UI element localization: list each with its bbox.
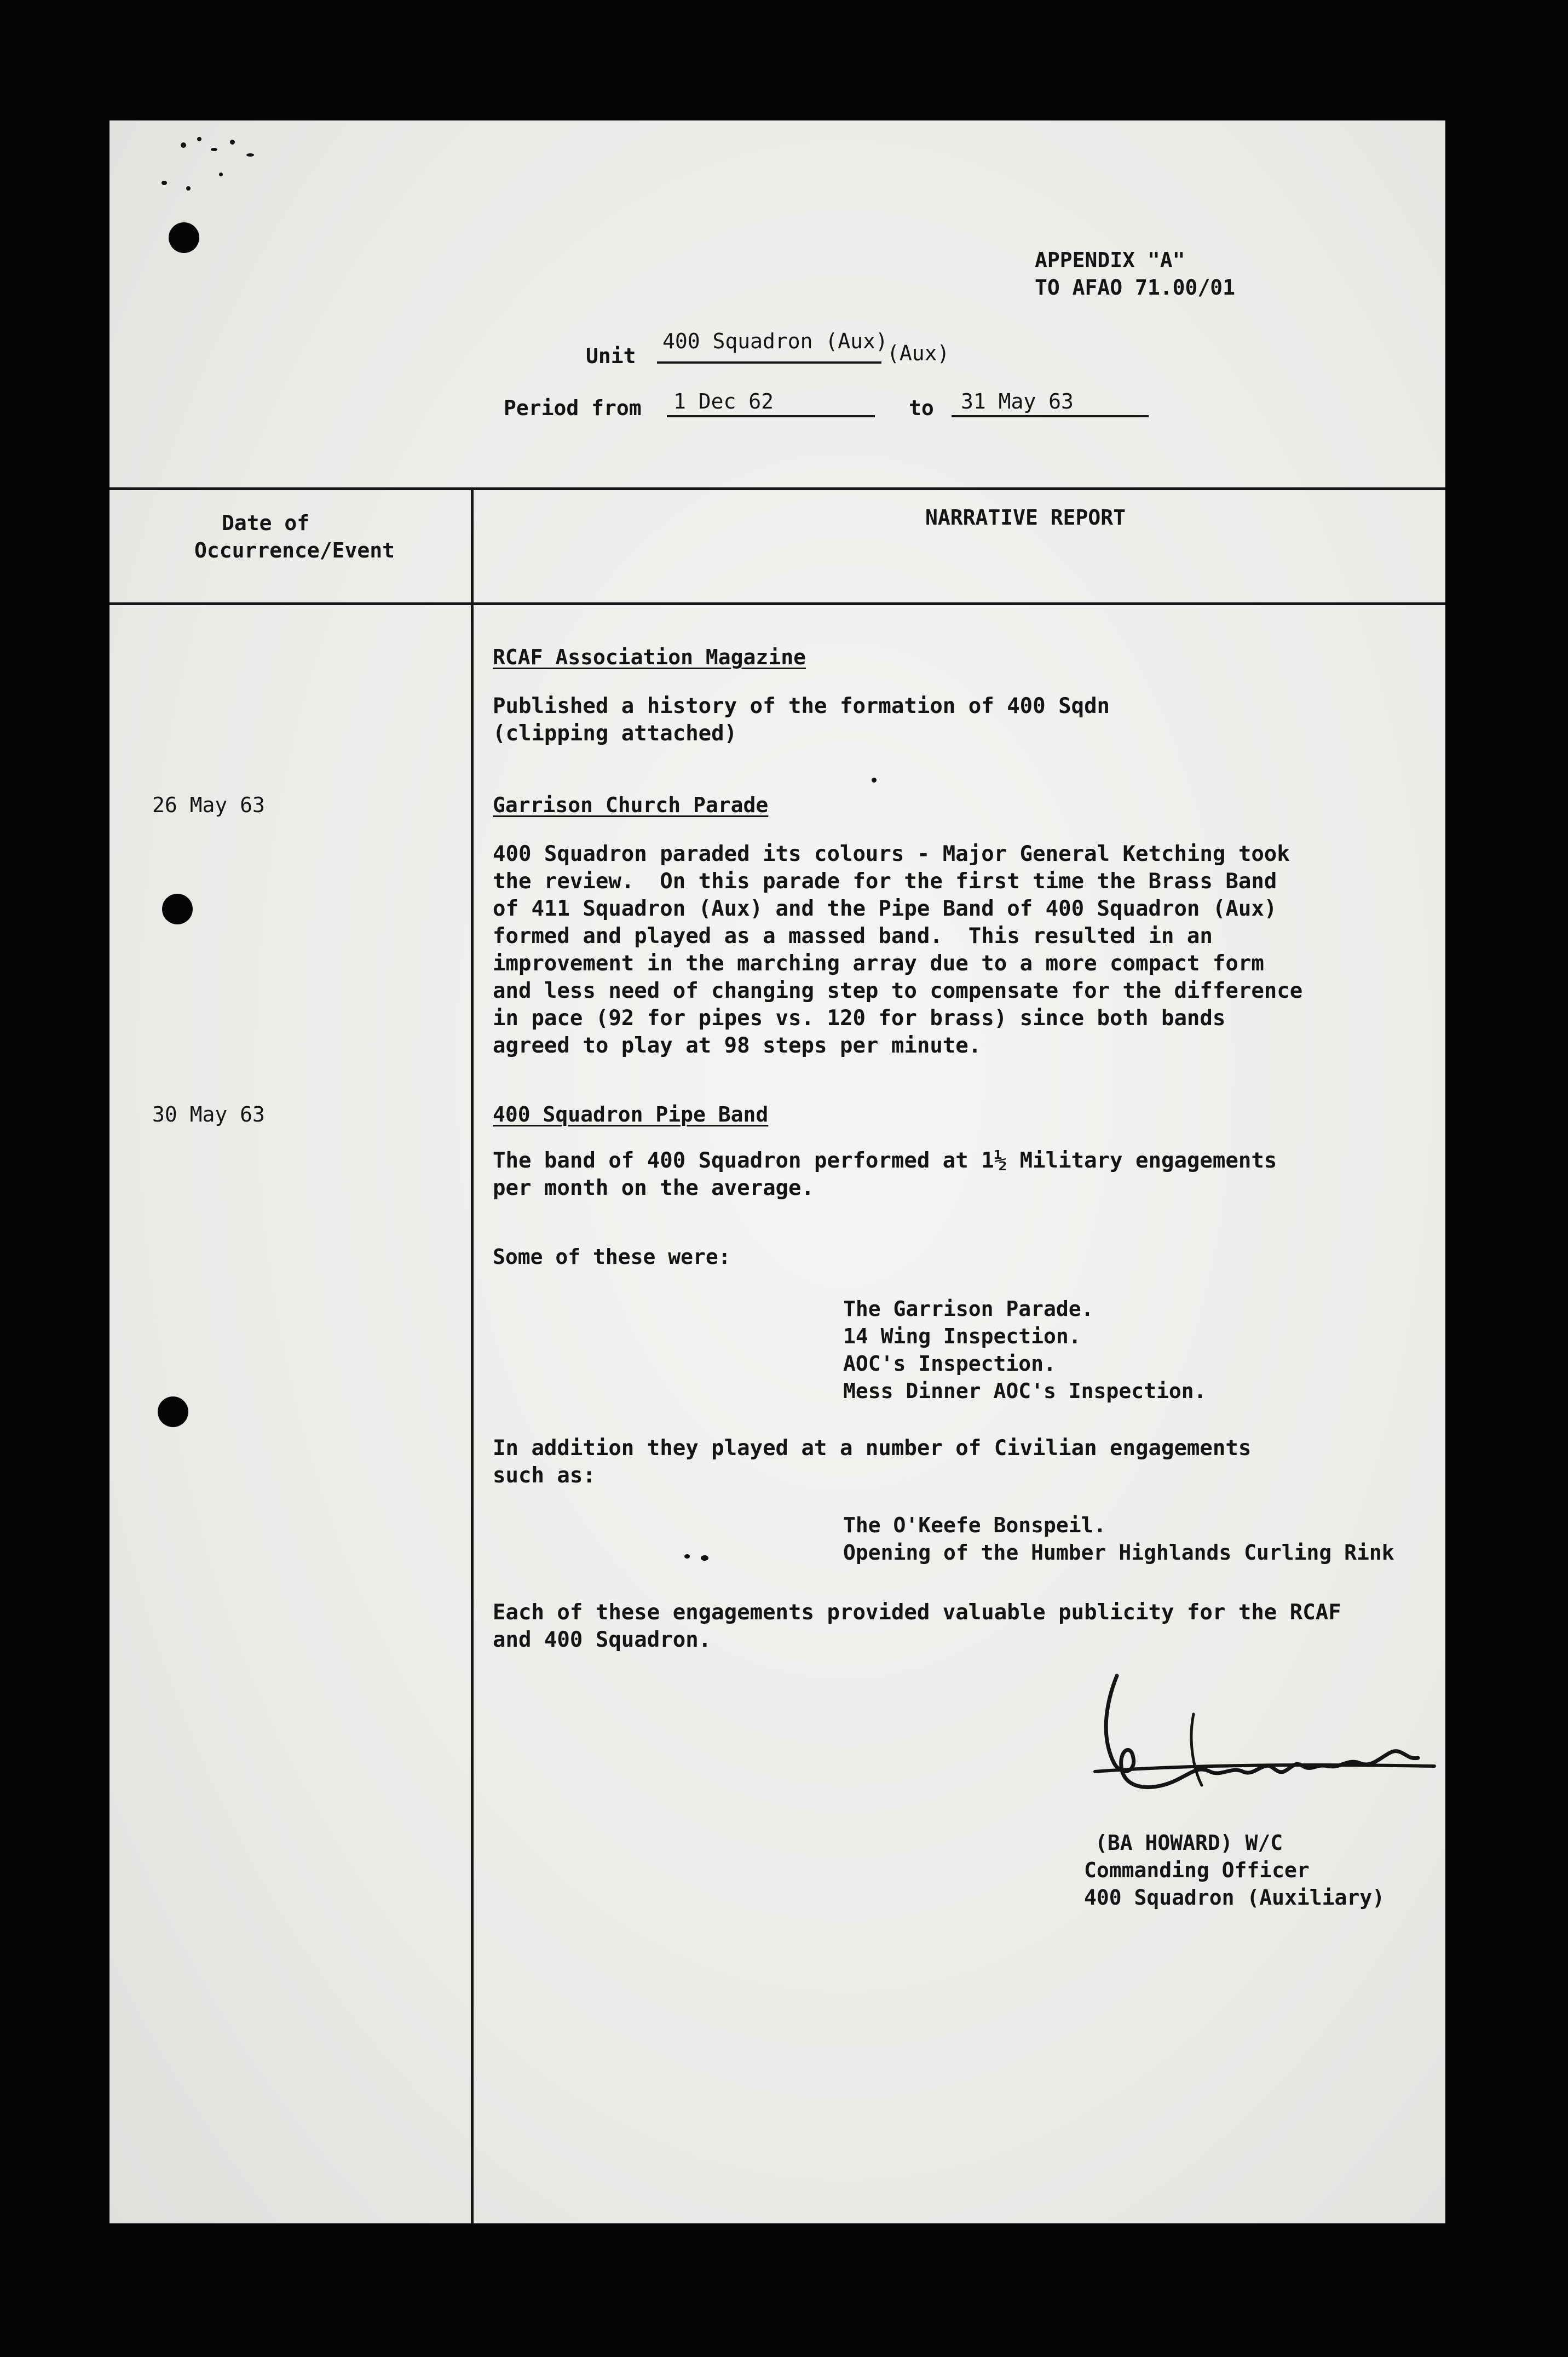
table-column-divider (471, 487, 474, 2223)
list-item: The Garrison Parade. (843, 1297, 1094, 1321)
civilian-intro: In addition they played at a number of Civilian engagements such as: (493, 1436, 1252, 1488)
date-column-header-line2: Occurrence/Event (194, 538, 395, 562)
speck (181, 142, 186, 148)
entry-date: 26 May 63 (152, 793, 265, 817)
signatory-name: (BA HOWARD) W/C (1095, 1831, 1283, 1855)
afao-reference: TO AFAO 71.00/01 (1035, 275, 1236, 300)
punch-hole-bottom (158, 1396, 188, 1427)
period-to-label: to (909, 396, 934, 420)
speck (230, 140, 235, 145)
entry-heading: 400 Squadron Pipe Band (493, 1102, 769, 1126)
appendix-label: APPENDIX "A" (1035, 248, 1185, 272)
date-column-header-line1: Date of (222, 511, 310, 535)
table-top-rule (109, 487, 1445, 490)
unit-label: Unit (586, 344, 636, 368)
period-to-line (952, 415, 1149, 417)
entry-body: The band of 400 Squadron performed at 1½ Military engagements per month on the average. (493, 1148, 1277, 1200)
civilian-item: Opening of the Humber Highlands Curling Rink (843, 1540, 1394, 1565)
list-item: 14 Wing Inspection. (843, 1324, 1081, 1348)
punch-hole-middle (162, 894, 193, 924)
document-page (109, 120, 1445, 2223)
signatory-unit: 400 Squadron (Auxiliary) (1084, 1885, 1385, 1910)
list-intro: Some of these were: (493, 1245, 731, 1269)
list-item: AOC's Inspection. (843, 1352, 1056, 1376)
unit-fill-line (657, 361, 881, 364)
narrative-column-header: NARRATIVE REPORT (925, 505, 1126, 530)
speck (197, 137, 201, 141)
period-to-value: 31 May 63 (961, 389, 1074, 413)
speck (246, 153, 254, 157)
speck (701, 1555, 708, 1561)
entry-body: Published a history of the formation of 400 Sqdn (clipping attached) (493, 694, 1110, 746)
punch-hole-top (169, 222, 199, 253)
speck (186, 186, 191, 191)
speck (219, 173, 223, 176)
unit-suffix: (Aux) (887, 341, 950, 365)
period-from-line (667, 415, 875, 417)
handwritten-signature (1084, 1654, 1445, 1829)
entry-date: 30 May 63 (152, 1102, 265, 1126)
signatory-title: Commanding Officer (1084, 1858, 1310, 1882)
unit-value: 400 Squadron (Aux) (662, 329, 888, 353)
table-header-rule (109, 602, 1445, 605)
entry-body: 400 Squadron paraded its colours - Major General Ketching took the review. On this parade for the first time the Brass Band of 411 Squadron (Aux) and the Pipe Band of 400 Squadron (Aux) formed and played as a massed band. This resulted in an improvement in the marching array due to a more compact form and less need of changing step to compensate for the difference in pace (92 for pipes vs. 120 for brass) since both bands agreed to play at 98 steps per minute. (493, 842, 1303, 1058)
closing-paragraph: Each of these engagements provided valuable publicity for the RCAF and 400 Squadron. (493, 1600, 1341, 1652)
speck (872, 778, 877, 783)
speck (684, 1554, 690, 1559)
period-from-value: 1 Dec 62 (673, 389, 774, 413)
entry-heading: Garrison Church Parade (493, 793, 769, 817)
speck (211, 148, 217, 151)
period-label: Period from (504, 396, 642, 420)
entry-heading: RCAF Association Magazine (493, 645, 806, 669)
list-item: Mess Dinner AOC's Inspection. (843, 1379, 1207, 1403)
speck (162, 181, 167, 185)
civilian-item: The O'Keefe Bonspeil. (843, 1513, 1106, 1537)
